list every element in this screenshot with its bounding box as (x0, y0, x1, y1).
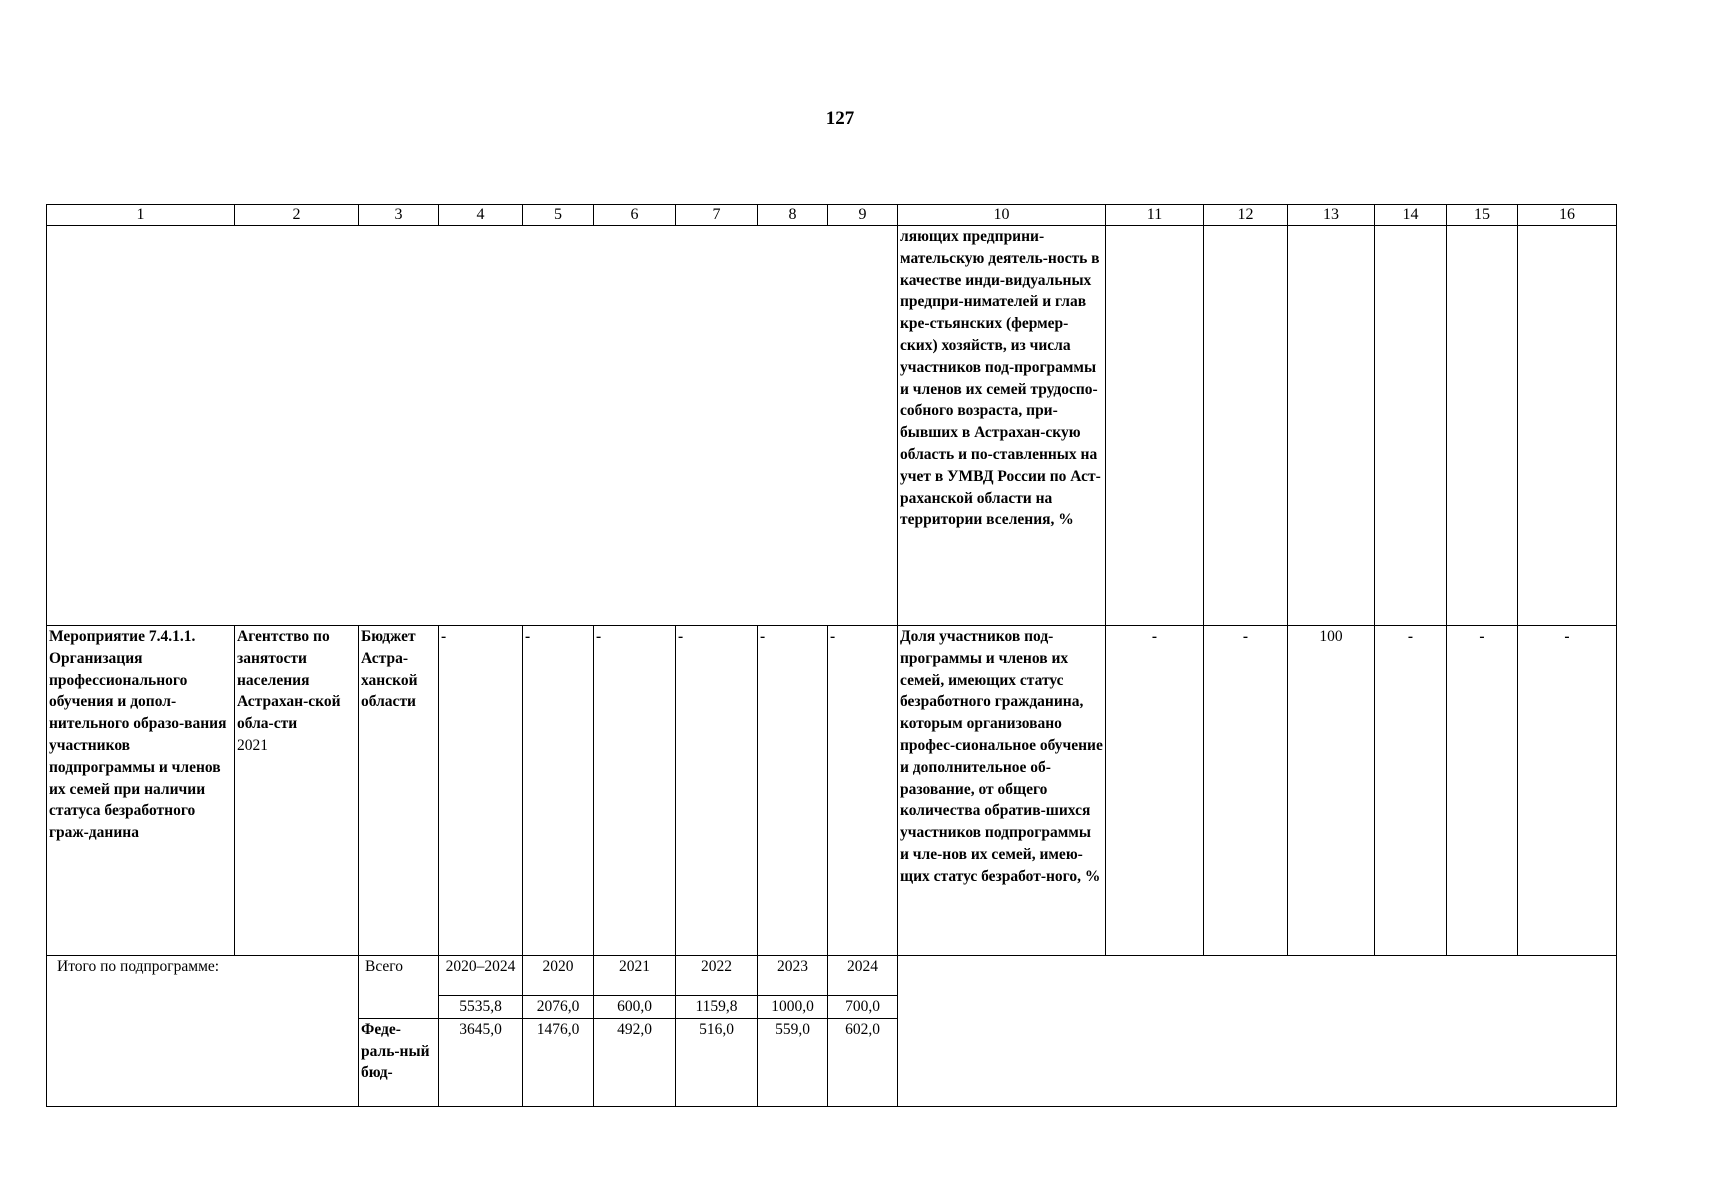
value-cell: - (1375, 626, 1447, 956)
total-value: 600,0 (594, 996, 676, 1019)
column-number: 4 (439, 205, 523, 226)
value-cell: - (594, 626, 676, 956)
value-cell: - (523, 626, 594, 956)
value-cell: - (1106, 626, 1204, 956)
continued-row (47, 226, 1617, 626)
activity-name: Мероприятие 7.4.1.1. Организация профессионального обучения и допол-нительного образо-вания участников подпрограммы и членов их семей при наличии статуса безработного граж-данина (47, 626, 235, 956)
column-number: 12 (1204, 205, 1288, 226)
totals-total-label: Всего (359, 956, 439, 1019)
activity-row (47, 626, 1617, 956)
column-number: 16 (1518, 205, 1617, 226)
empty-cell (1447, 226, 1518, 626)
totals-year: 2020 (523, 956, 594, 996)
value-cell: - (676, 626, 758, 956)
federal-value: 3645,0 (439, 1018, 523, 1106)
column-number: 10 (898, 205, 1106, 226)
page-number: 127 (825, 108, 855, 129)
column-number: 5 (523, 205, 594, 226)
continued-indicator-text: ляющих предприни-мательскую деятель-ность в качестве инди-видуальных предпри-нимателей и глав кре-стьянских (фермер-ских) хозяйств, из числа участников под-программы и членов их семей трудоспо-собного возраста, при-бывших в Астрахан-скую область и по-ставленных на учет в УМВД России по Аст-раханской области на территории вселения, % (898, 226, 1106, 626)
empty-cell (1518, 226, 1617, 626)
value-cell: - (1447, 626, 1518, 956)
column-number: 6 (594, 205, 676, 226)
responsible-organization (235, 626, 359, 956)
empty-cell (1375, 226, 1447, 626)
totals-year: 2023 (758, 956, 828, 996)
empty-cell (1106, 226, 1204, 626)
total-value: 700,0 (828, 996, 898, 1019)
column-number: 9 (828, 205, 898, 226)
empty-cell (1288, 226, 1375, 626)
column-number: 2 (235, 205, 359, 226)
column-number: 13 (1288, 205, 1375, 226)
value-cell: - (439, 626, 523, 956)
totals-years-row (47, 956, 1617, 996)
empty-cell (1204, 226, 1288, 626)
column-number-row (47, 205, 1617, 226)
federal-value: 602,0 (828, 1018, 898, 1106)
total-value: 1000,0 (758, 996, 828, 1019)
continued-empty-cell (47, 226, 898, 626)
totals-year: 2022 (676, 956, 758, 996)
organization-name: Агентство по занятости населения Астрахан-ской обла-сти (237, 628, 341, 733)
federal-budget-label: Феде-раль-ный бюд- (359, 1018, 439, 1106)
totals-empty-area (898, 956, 1617, 1107)
column-number: 15 (1447, 205, 1518, 226)
federal-value: 492,0 (594, 1018, 676, 1106)
column-number: 14 (1375, 205, 1447, 226)
value-cell: - (1518, 626, 1617, 956)
column-number: 8 (758, 205, 828, 226)
column-number: 7 (676, 205, 758, 226)
subprogram-table (46, 204, 1617, 1107)
value-cell: - (1204, 626, 1288, 956)
federal-value: 1476,0 (523, 1018, 594, 1106)
indicator-target-value: 100 (1288, 626, 1375, 956)
totals-year: 2021 (594, 956, 676, 996)
totals-year: 2020–2024 (439, 956, 523, 996)
value-cell: - (828, 626, 898, 956)
column-number: 11 (1106, 205, 1204, 226)
funding-source: Бюджет Астра-ханской области (359, 626, 439, 956)
totals-label: Итого по подпрограмме: (47, 956, 359, 1107)
total-value: 5535,8 (439, 996, 523, 1019)
indicator-text: Доля участников под-программы и членов их семей, имеющих статус безработного гражданина, которым организовано профес-сиональное обучение и дополнительное об-разование, от общего количества обратив-шихся участников подпрограммы и чле-нов их семей, имею-щих статус безработ-ного, % (898, 626, 1106, 956)
total-value: 2076,0 (523, 996, 594, 1019)
column-number: 3 (359, 205, 439, 226)
implementation-year: 2021 (237, 736, 268, 754)
federal-value: 516,0 (676, 1018, 758, 1106)
value-cell: - (758, 626, 828, 956)
totals-year: 2024 (828, 956, 898, 996)
total-value: 1159,8 (676, 996, 758, 1019)
federal-value: 559,0 (758, 1018, 828, 1106)
column-number: 1 (47, 205, 235, 226)
